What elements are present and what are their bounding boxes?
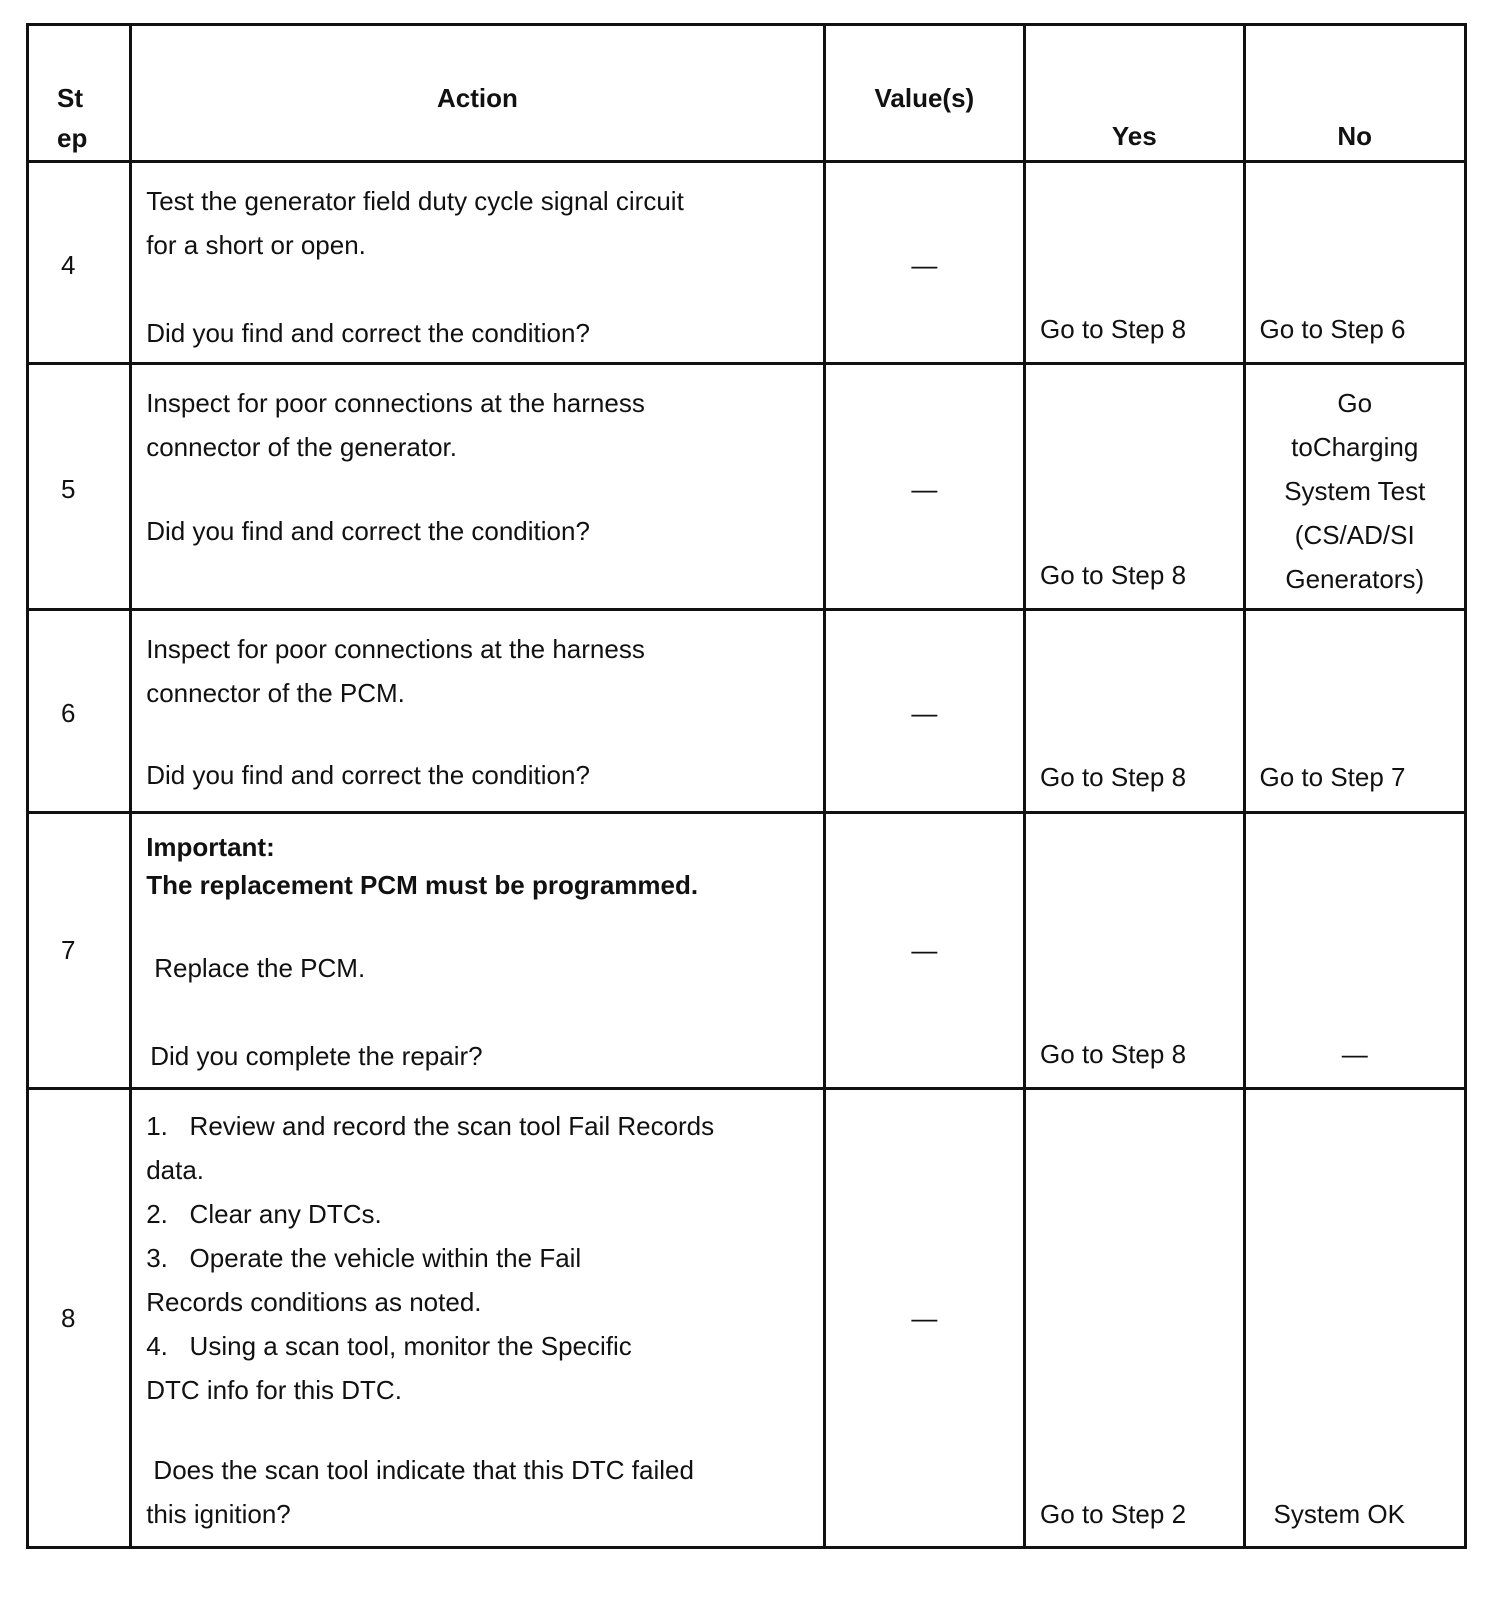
yes-result: Go to Step 8 [1040,1039,1187,1069]
header-no-label: No [1337,121,1373,151]
action-question: Does the scan tool indicate that this DTC failed [146,1455,694,1485]
no-result-line: toCharging [1291,432,1419,462]
header-action [131,25,824,162]
header-no [1244,25,1466,162]
value-dash: — [911,1303,938,1333]
step-number: 7 [61,935,76,965]
step-number: 6 [61,698,76,728]
action-text: 4. Using a scan tool, monitor the Specific [146,1331,632,1361]
no-result [1246,381,1465,601]
action-text: Replace the PCM. [154,953,366,983]
action-text: Test the generator field duty cycle signal circuit [146,186,684,216]
action-text: 2. Clear any DTCs. [146,1199,382,1229]
action-text: for a short or open. [146,230,366,260]
no-result-line: Go [1337,388,1373,418]
value-dash: — [911,935,938,965]
no-result-line: Generators) [1285,564,1425,594]
no-result: System OK [1273,1499,1405,1529]
no-result-line: System Test [1284,476,1426,506]
important-text: The replacement PCM must be programmed. [146,870,699,900]
no-result: Go to Step 6 [1259,314,1406,344]
yes-result: Go to Step 8 [1040,762,1187,792]
step-number: 4 [61,250,76,280]
step-number: 5 [61,474,76,504]
action-question: Did you find and correct the condition? [146,760,590,790]
no-result-line: (CS/AD/SI [1294,520,1415,550]
header-step-line-2: ep [57,123,88,153]
header-step-line-1: St [57,83,83,113]
action-question: this ignition? [146,1499,291,1529]
table-row [28,813,1466,1089]
yes-result: Go to Step 8 [1040,314,1187,344]
action-text: connector of the generator. [146,432,457,462]
header-values-label: Value(s) [874,83,975,113]
action-text: 1. Review and record the scan tool Fail Records [146,1111,715,1141]
header-step [28,25,131,162]
action-text: Records conditions as noted. [146,1287,482,1317]
important-label: Important: [146,832,275,862]
header-row [28,25,1466,162]
yes-result: Go to Step 8 [1040,560,1187,590]
action-question: Did you find and correct the condition? [146,516,590,546]
action-question: Did you find and correct the condition? [146,318,590,348]
header-action-label: Action [436,83,518,113]
action-text: data. [146,1155,205,1185]
value-dash: — [911,474,938,504]
action-text: connector of the PCM. [146,678,405,708]
diagnostic-table [26,23,1467,1549]
yes-result: Go to Step 2 [1040,1499,1187,1529]
step-number: 8 [61,1303,76,1333]
action-text: DTC info for this DTC. [146,1375,402,1405]
table-row [28,162,1466,364]
no-result: — [1341,1039,1368,1069]
value-dash: — [911,698,938,728]
table-row [28,364,1466,610]
action-text: Inspect for poor connections at the harness [146,388,645,418]
no-result: Go to Step 7 [1259,762,1406,792]
action-question: Did you complete the repair? [150,1041,483,1071]
header-yes-label: Yes [1111,121,1157,151]
action-text: 3. Operate the vehicle within the Fail [146,1243,582,1273]
table-row [28,610,1466,813]
action-text: Inspect for poor connections at the harness [146,634,645,664]
value-dash: — [911,250,938,280]
table-row [28,1089,1466,1548]
header-values [824,25,1024,162]
header-yes [1025,25,1244,162]
